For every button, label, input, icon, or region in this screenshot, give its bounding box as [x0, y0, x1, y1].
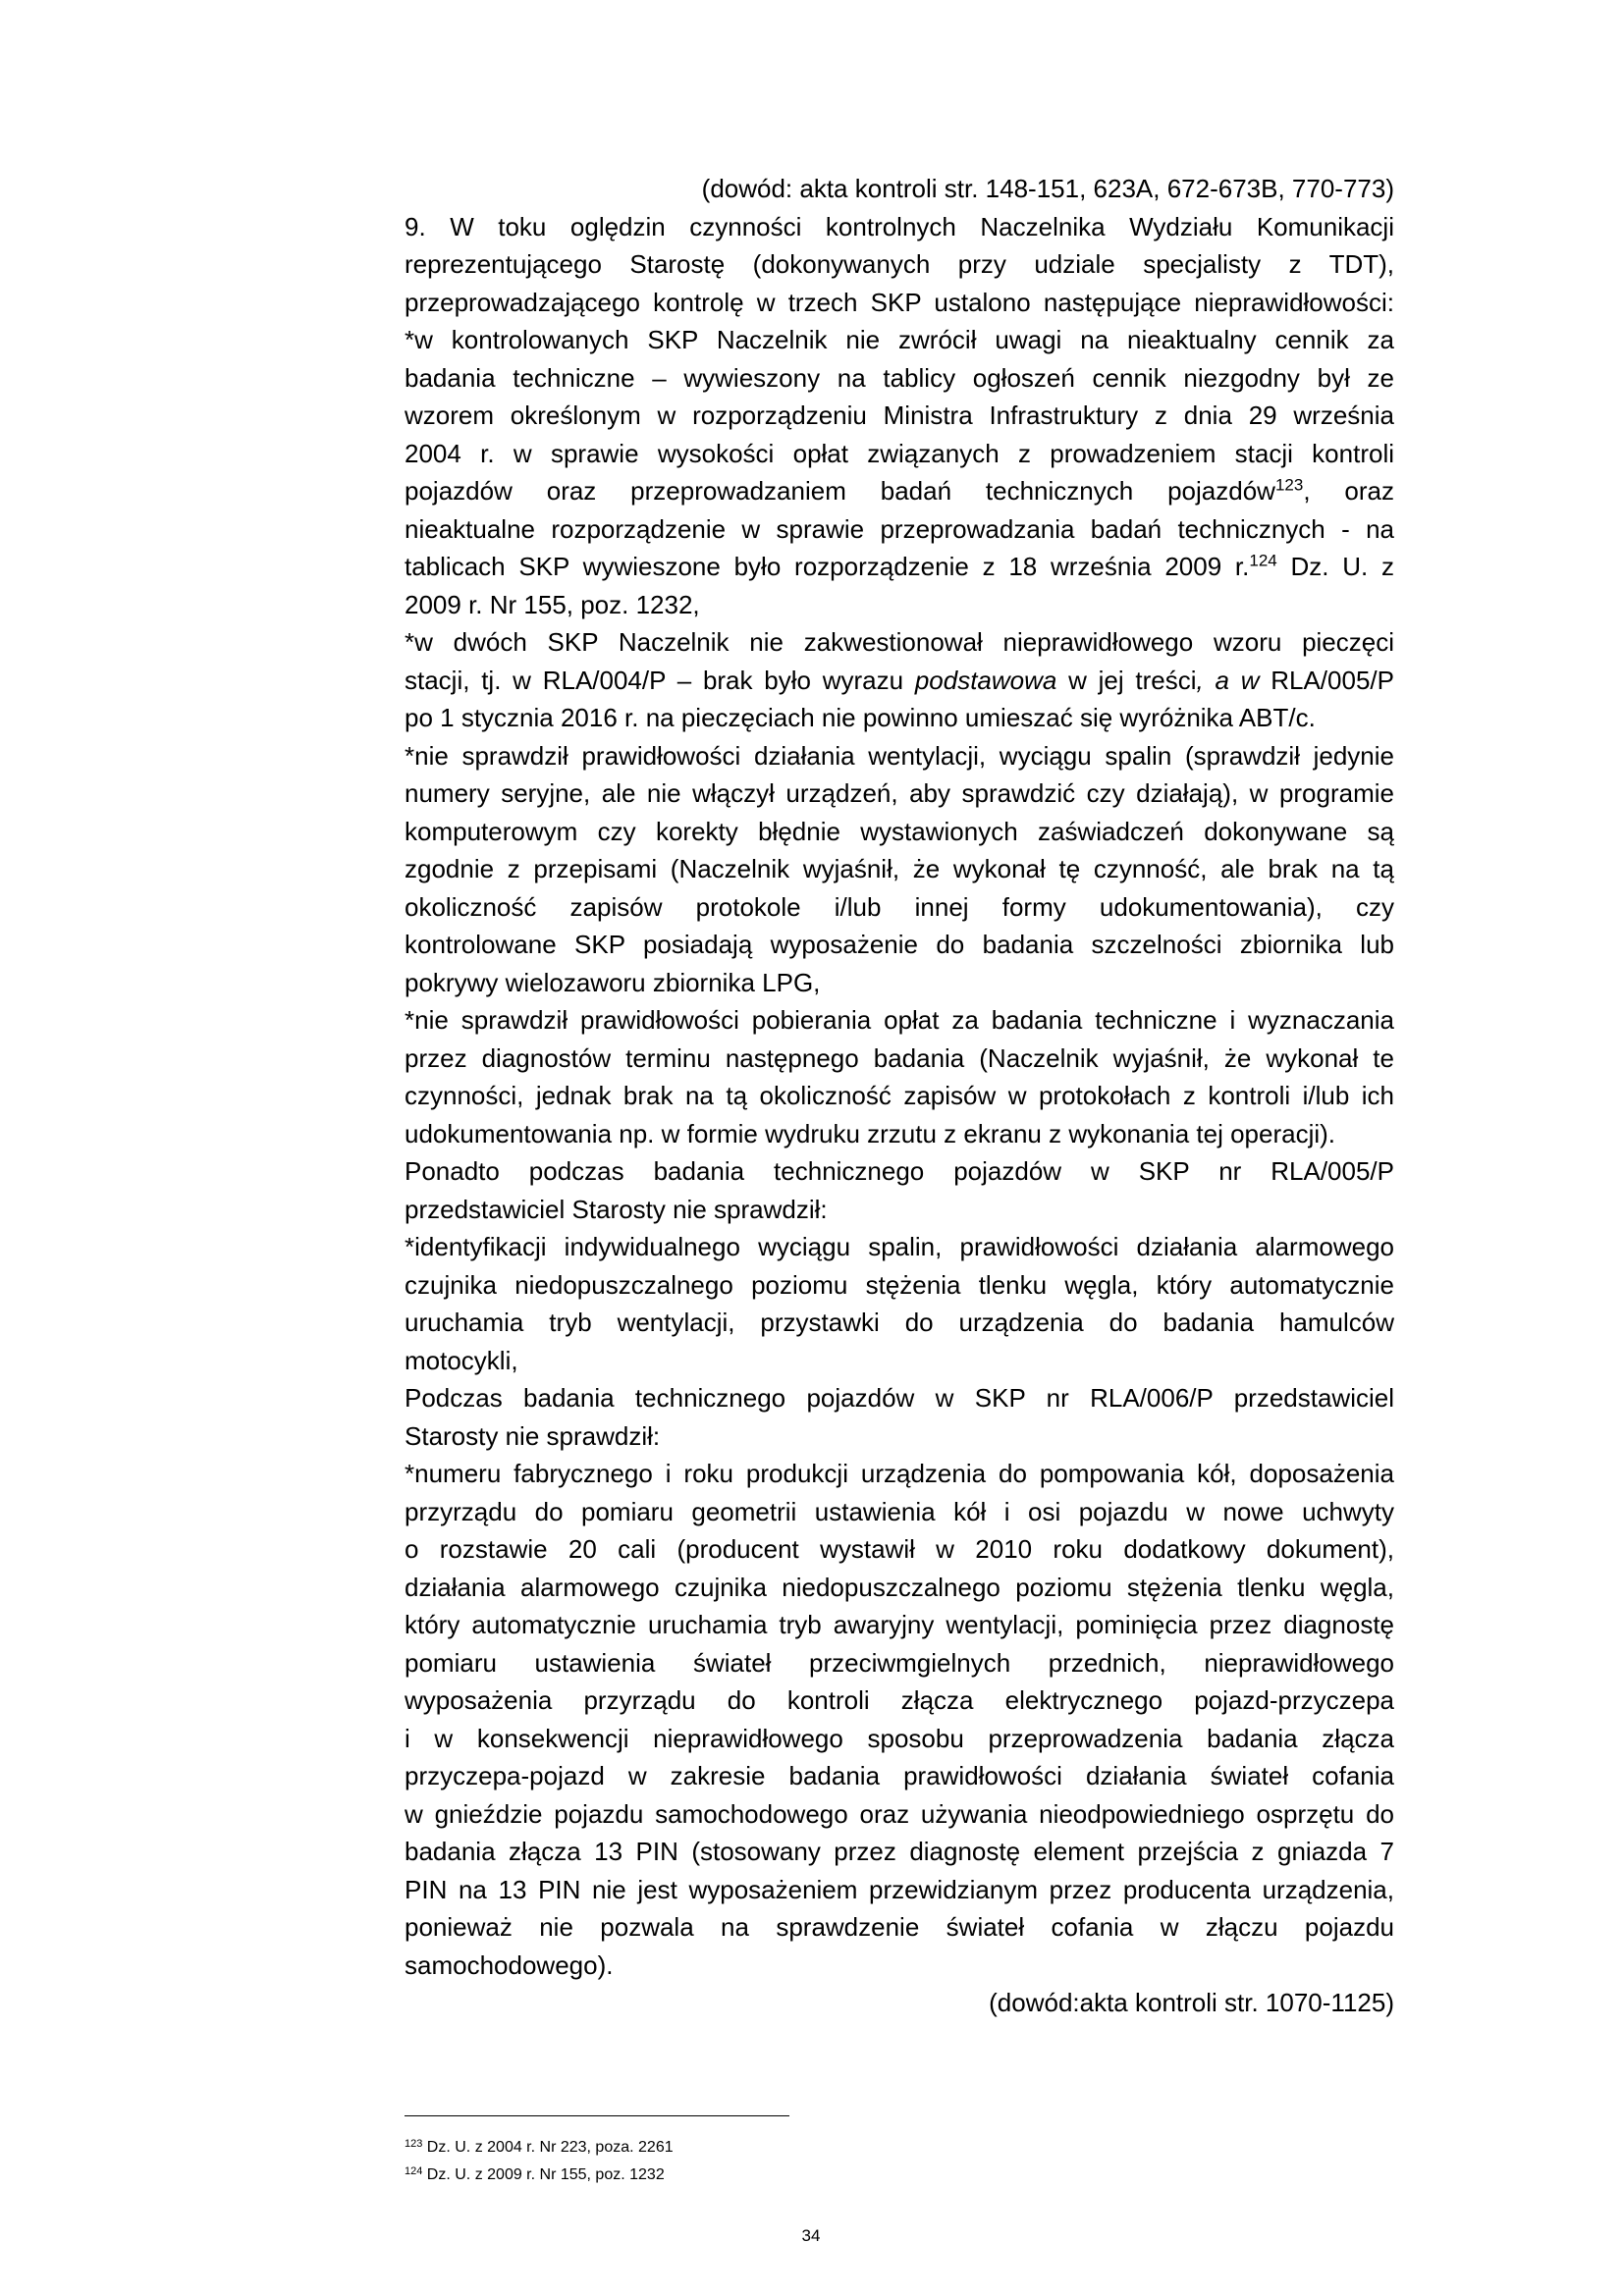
evidence-reference-bottom: (dowód:akta kontroli str. 1070-1125) [989, 1988, 1394, 2017]
footnote-124: $^{124}$ Dz. U. z 2009 r. Nr 155, poz. 1232 [405, 2165, 665, 2183]
page-number: 34 [801, 2226, 821, 2245]
paragraph-exhaust: *identyfikacji indywidualnego wyciągu spalin, prawidłowości działania alarmowego czujnika niedopuszczalnego poziomu stężenia tlenku węgla, który automatycznie uruchamia tryb wentylacji, przystawki do urządzenia do badania hamulców motocykli, [405, 1232, 1394, 1375]
document-body [405, 170, 1394, 2022]
evidence-reference-top: (dowód: akta kontroli str. 148-151, 623A, 672-673B, 770-773) [701, 174, 1394, 203]
footnotes [405, 2134, 1394, 2189]
paragraph-skp-005: Ponadto podczas badania technicznego pojazdów w SKP nr RLA/005/P przedstawiciel Starosty nie sprawdził: [405, 1156, 1394, 1224]
paragraph-fees: *nie sprawdził prawidłowości pobierania opłat za badania techniczne i wyznaczania przez diagnostów terminu następnego badania (Naczelnik wyjaśnił, że wykonał te czynności, jednak brak na tą okoliczność zapisów w protokołach z kontroli i/lub ich udokumentowania np. w formie wydruku zrzutu z ekranu z wykonania tej operacji). [405, 1005, 1394, 1148]
paragraph-finding-9: 9. W toku oględzin czynności kontrolnych Naczelnika Wydziału Komunikacji reprezentującego Starostę (dokonywanych przy udziale specjalisty z TDT), przeprowadzającego kontrolę w trzech SKP ustalono następujące nieprawidłowości: *w kontrolowanych SKP Naczelnik nie zwrócił uwagi na nieaktualny cennik za badania techniczne – wywieszony na tablicy ogłoszeń cennik niezgodny był ze wzorem określonym w rozporządzeniu Ministra Infrastruktury z dnia 29 września 2004 r. w sprawie wysokości opłat związanych z prowadzeniem stacji kontroli pojazdów oraz przeprowadzaniem badań technicznych pojazdów$^{123}$, oraz nieaktualne rozporządzenie w sprawie przeprowadzania badań technicznych - na tablicach SKP wywieszone było rozporządzenie z 18 września 2009 r.$^{124}$ Dz. U. z 2009 r. Nr 155, poz. 1232, [405, 211, 1395, 619]
paragraph-ventilation: *nie sprawdził prawidłowości działania wentylacji, wyciągu spalin (sprawdził jedynie numery seryjne, ale nie włączył urządzeń, aby sprawdzić czy działają), w programie komputerowym czy korekty błędnie wystawionych zaświadczeń dokonywane są zgodnie z przepisami (Naczelnik wyjaśnił, że wykonał tę czynność, ale brak na tą okoliczność zapisów protokole i/lub innej formy udokumentowania), czy kontrolowane SKP posiadają wyposażenie do badania szczelności zbiornika lub pokrywy wielozaworu zbiornika LPG, [405, 740, 1394, 997]
paragraph-equipment: *numeru fabrycznego i roku produkcji urządzenia do pompowania kół, doposażenia przyrządu do pomiaru geometrii ustawienia kół i osi pojazdu w nowe uchwyty o rozstawie 20 cali (producent wystawił w 2010 roku dodatkowy dokument), działania alarmowego czujnika niedopuszczalnego poziomu stężenia tlenku węgla, który automatycznie uruchamia tryb awaryjny wentylacji, pominięcia przez diagnostę pomiaru ustawienia świateł przeciwmgielnych przednich, nieprawidłowego wyposażenia przyrządu do kontroli złącza elektrycznego pojazd-przyczepa i w konsekwencji nieprawidłowego sposobu przeprowadzenia badania złącza przyczepa-pojazd w zakresie badania prawidłowości działania świateł cofania w gnieździe pojazdu samochodowego oraz używania nieodpowiedniego osprzętu do badania złącza 13 PIN (stosowany przez diagnostę element przejścia z gniazda 7 PIN na 13 PIN nie jest wyposażeniem przewidzianym przez producenta urządzenia, ponieważ nie pozwala na sprawdzenie świateł cofania w złączu pojazdu samochodowego). [405, 1459, 1394, 1980]
footnote-ref-123: 123 [1274, 475, 1304, 495]
footnote-ref-124: 124 [1249, 551, 1277, 570]
paragraph-stamp-pattern: *w dwóch SKP Naczelnik nie zakwestionował nieprawidłowego wzoru pieczęci stacji, tj. w RLA/004/P – brak było wyrazu podstawowa w jej treści, a w RLA/005/P po 1 stycznia 2016 r. na pieczęciach nie powinno umieszać się wyróżnika ABT/c. [405, 627, 1394, 732]
footnote-separator [405, 2115, 789, 2116]
footnote-123: $^{123}$ Dz. U. z 2004 r. Nr 223, poza. 2261 [405, 2138, 674, 2156]
paragraph-skp-006: Podczas badania technicznego pojazdów w SKP nr RLA/006/P przedstawiciel Starosty nie sprawdził: [405, 1383, 1394, 1451]
